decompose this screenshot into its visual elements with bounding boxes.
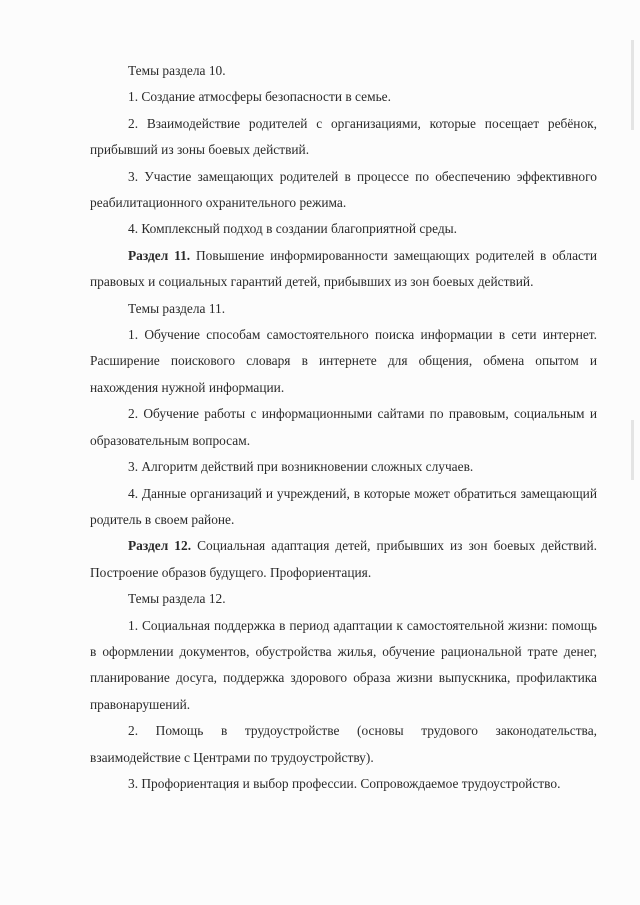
paragraph: Темы раздела 10. [128, 63, 226, 78]
paragraph: 3. Участие замещающих родителей в процессе по обеспечению эффективного реабилитационного охранительного режима. [90, 168, 597, 211]
scan-edge-mark [631, 40, 634, 130]
paragraph: 3. Алгоритм действий при возникновении сложных случаев. [128, 459, 474, 475]
section-heading-paragraph [90, 533, 597, 586]
paragraph: 1. Создание атмосферы безопасности в семье. [128, 89, 391, 105]
paragraph: 4. Комплексный подход в создании благоприятной среды. [128, 221, 457, 237]
paragraph: 2. Помощь в трудоустройстве (основы трудового законодательства, взаимодействие с Центрами по трудоустройству). [90, 723, 597, 765]
document-body [90, 58, 597, 797]
section-heading-paragraph [90, 243, 597, 296]
paragraph: 2. Взаимодействие родителей с организациями, которые посещает ребёнок, прибывший из зоны боевых действий. [90, 115, 597, 158]
paragraph: Темы раздела 12. [128, 591, 226, 607]
paragraph: 3. Профориентация и выбор профессии. Сопровождаемое трудоустройство. [128, 775, 561, 791]
paragraph: 2. Обучение работы с информационными сайтами по правовым, социальным и образовательным вопросам. [90, 406, 597, 448]
scan-edge-mark [631, 420, 634, 480]
section-heading: Раздел 11. [128, 247, 191, 263]
section-heading: Раздел 12. [128, 538, 192, 554]
paragraph: 1. Социальная поддержка в период адаптации к самостоятельной жизни: помощь в оформлении документов, обустройства жилья, обучение рациональной трате денег, планирование досуга, поддержка здорового образа жизни выпускника, профилактика правонарушений. [90, 617, 597, 712]
paragraph: 4. Данные организаций и учреждений, в которые может обратиться замещающий родитель в своем районе. [90, 485, 597, 527]
paragraph: 1. Обучение способам самостоятельного поиска информации в сети интернет. Расширение поискового словаря в интернете для общения, обмена опытом и нахождения нужной информации. [90, 327, 597, 395]
paragraph: Темы раздела 11. [128, 300, 226, 316]
section-heading-text: Социальная адаптация детей, прибывших из зон боевых действий. Построение образов будущего. Профориентация. [90, 538, 597, 580]
section-heading-text: Повышение информированности замещающих родителей в области правовых и социальных гарантий детей, прибывших из зон боевых действий. [90, 247, 597, 290]
